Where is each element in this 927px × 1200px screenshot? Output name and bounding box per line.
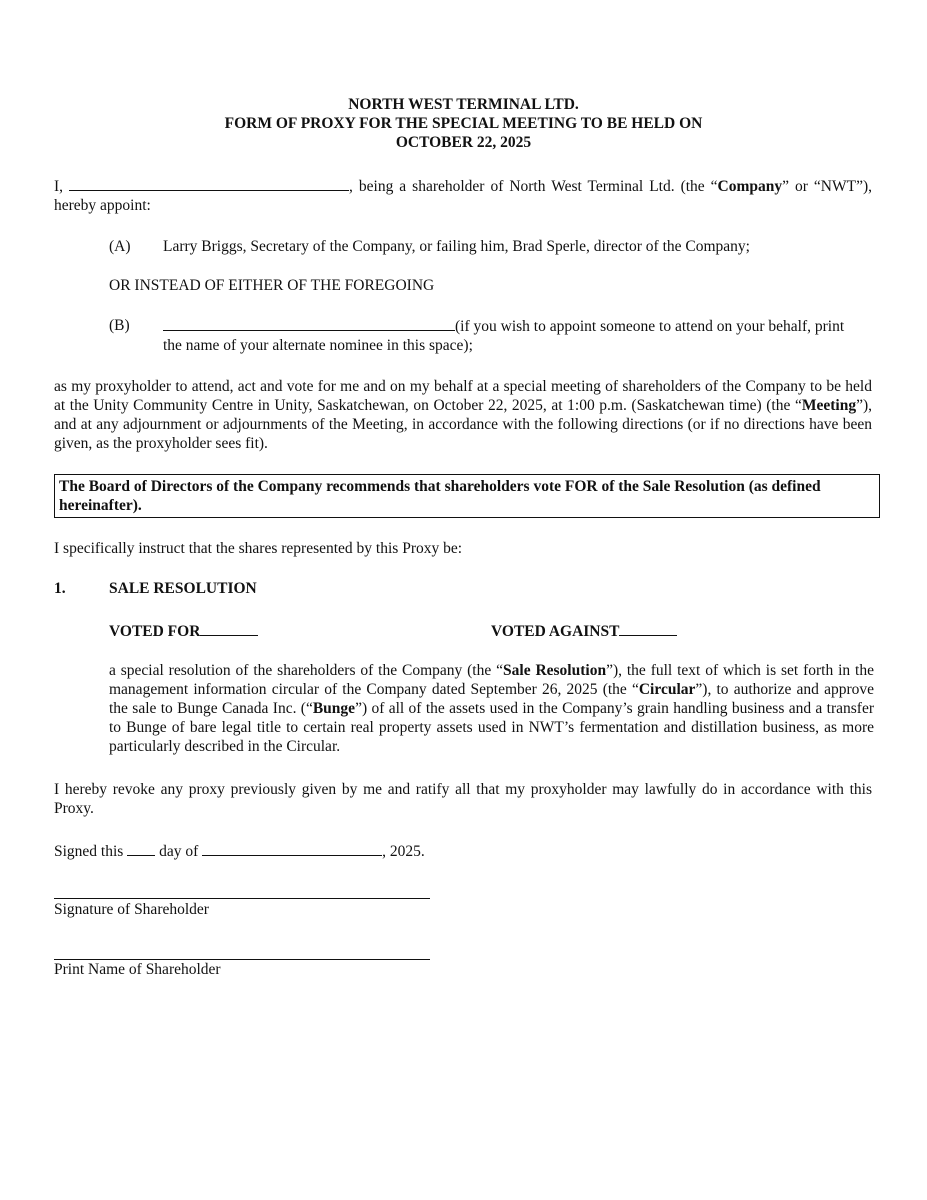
instruction-text: I specifically instruct that the shares represented by this Proxy be: [54, 540, 463, 557]
alternate-nominee-blank[interactable] [163, 316, 455, 331]
appointment-paragraph: I, , being a shareholder of North West Terminal Ltd. (the “Company” or “NWT”), hereby appoint: [54, 178, 873, 214]
title-company: NORTH WEST TERMINAL LTD. [348, 96, 579, 113]
print-name-label: Print Name of Shareholder [54, 961, 221, 978]
signed-line: Signed this day of , 2025. [54, 843, 425, 860]
signature-line[interactable] [54, 898, 430, 899]
option-a-label: (A) [109, 238, 131, 255]
board-recommendation-box: The Board of Directors of the Company recommends that shareholders vote FOR of the Sale Resolution (as defined hereinafter). [54, 474, 880, 518]
shareholder-name-blank[interactable] [69, 176, 349, 191]
title-form: FORM OF PROXY FOR THE SPECIAL MEETING TO BE HELD ON [224, 115, 703, 132]
resolution-heading: SALE RESOLUTION [109, 580, 257, 597]
option-a-text: Larry Briggs, Secretary of the Company, or failing him, Brad Sperle, director of the Company; [163, 238, 750, 255]
circular-term: Circular [638, 681, 696, 698]
sale-resolution-term: Sale Resolution [503, 662, 607, 679]
voted-for-blank[interactable] [200, 621, 258, 636]
day-blank[interactable] [127, 841, 155, 856]
document-title [0, 95, 927, 152]
voted-against-option: VOTED AGAINST [491, 621, 677, 641]
or-instead-text: OR INSTEAD OF EITHER OF THE FOREGOING [109, 277, 435, 294]
meeting-term: Meeting [801, 397, 857, 414]
company-term: Company [717, 178, 783, 195]
bunge-term: Bunge [312, 700, 356, 717]
resolution-description: a special resolution of the shareholders of the Company (the “Sale Resolution”), the full text of which is set forth in the management information circular of the Company dated September 26, 2025 (the “Circular”), to authorize and approve the sale to Bunge Canada Inc. (“Bunge”) of all of the assets used in the Company’s grain handling business and a transfer to Bunge of bare legal title to certain real property assets used in NWT’s fermentation and distillation business, as more particularly described in the Circular. [109, 662, 875, 755]
option-b-text: (if you wish to appoint someone to attend on your behalf, print the name of your alternate nominee in this space); [163, 318, 845, 354]
signature-label: Signature of Shareholder [54, 901, 209, 918]
proxyholder-paragraph: as my proxyholder to attend, act and vote for me and on my behalf at a special meeting of shareholders of the Company to be held at the Unity Community Centre in Unity, Saskatchewan, on October 22, 2025, at 1:00 p.m. (Saskatchewan time) (the “Meeting”), and at any adjournment or adjournments of the Meeting, in accordance with the following directions (or if no directions have been given, as the proxyholder sees fit). [54, 378, 872, 452]
month-blank[interactable] [202, 841, 382, 856]
nwt-term: NWT [820, 178, 857, 195]
resolution-number: 1. [54, 580, 66, 597]
voted-against-blank[interactable] [619, 621, 677, 636]
voted-for-option: VOTED FOR [109, 621, 258, 641]
option-b-label: (B) [109, 317, 130, 334]
title-date: OCTOBER 22, 2025 [395, 134, 532, 151]
revoke-paragraph: I hereby revoke any proxy previously given by me and ratify all that my proxyholder may lawfully do in accordance with this Proxy. [54, 781, 872, 817]
